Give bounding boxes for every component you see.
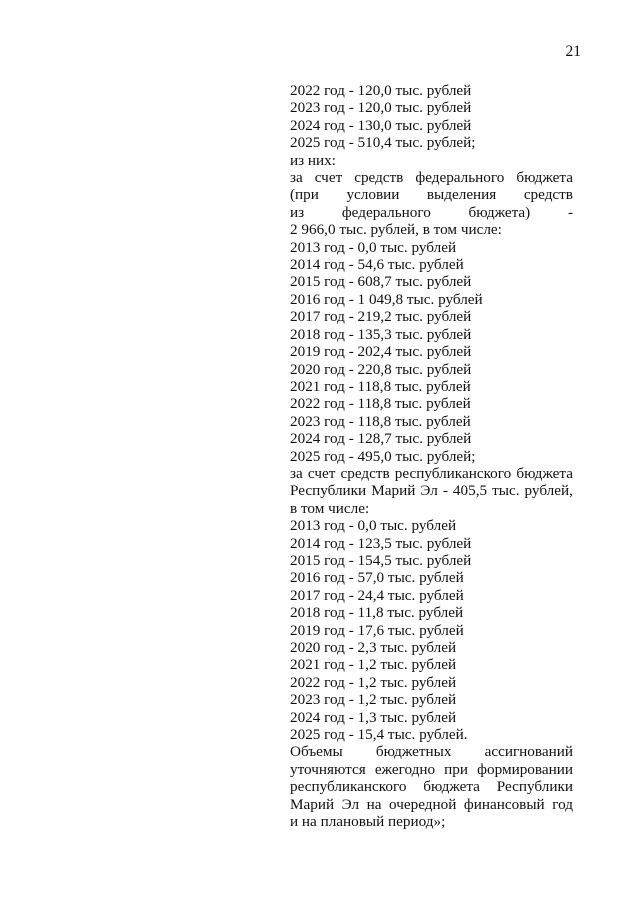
word: республиканского bbox=[290, 778, 407, 796]
word: тыс. bbox=[492, 482, 520, 500]
list-item: из них: bbox=[290, 151, 336, 169]
word: выделения bbox=[426, 186, 497, 204]
word: условии bbox=[346, 186, 400, 204]
list-item: 2019 год - 202,4 тыс. рублей bbox=[290, 343, 472, 361]
closing-line-2 bbox=[290, 761, 573, 778]
republic-year-list bbox=[290, 517, 573, 743]
closing-line-1 bbox=[290, 743, 573, 760]
closing-line-5: и на плановый период»; bbox=[290, 813, 446, 831]
list-item: 2018 год - 135,3 тыс. рублей bbox=[290, 325, 472, 343]
word: средств bbox=[523, 186, 573, 204]
word: Эл bbox=[420, 482, 438, 500]
list-item: 2020 год - 220,8 тыс. рублей bbox=[290, 360, 472, 378]
word: 405,5 bbox=[452, 482, 488, 500]
year-list-continued bbox=[290, 82, 573, 169]
list-item: 2015 год - 608,7 тыс. рублей bbox=[290, 273, 472, 291]
federal-heading-line-2 bbox=[290, 186, 573, 203]
federal-year-list bbox=[290, 239, 573, 465]
list-item: 2025 год - 15,4 тыс. рублей. bbox=[290, 726, 468, 744]
list-item: 2024 год - 130,0 тыс. рублей bbox=[290, 116, 472, 134]
word: Республики bbox=[496, 778, 573, 796]
word: Эл bbox=[341, 795, 360, 813]
word: бюджетных bbox=[375, 743, 452, 761]
word: бюджета) bbox=[468, 203, 531, 221]
list-item: 2022 год - 120,0 тыс. рублей bbox=[290, 82, 472, 99]
federal-budget-section bbox=[290, 169, 573, 465]
list-item: 2016 год - 57,0 тыс. рублей bbox=[290, 569, 464, 587]
word: очередной bbox=[389, 795, 457, 813]
word: республиканского bbox=[394, 464, 512, 482]
list-item: 2017 год - 219,2 тыс. рублей bbox=[290, 308, 472, 326]
word: формировании bbox=[477, 760, 573, 778]
word: средств bbox=[340, 464, 390, 482]
federal-total: 2 966,0 тыс. рублей, в том числе: bbox=[290, 221, 502, 239]
word: Объемы bbox=[290, 743, 343, 761]
word: федерального bbox=[341, 203, 431, 221]
word: бюджета bbox=[423, 778, 480, 796]
word: за bbox=[290, 169, 303, 187]
word: бюджета bbox=[516, 169, 573, 187]
word: - bbox=[567, 203, 573, 221]
list-item: 2018 год - 11,8 тыс. рублей bbox=[290, 604, 464, 622]
word: средств bbox=[354, 169, 404, 187]
list-item: 2013 год - 0,0 тыс. рублей bbox=[290, 517, 457, 535]
word: рублей, bbox=[524, 482, 573, 500]
list-item: 2023 год - 118,8 тыс. рублей bbox=[290, 412, 471, 430]
list-item: 2014 год - 123,5 тыс. рублей bbox=[290, 534, 472, 552]
list-item: 2017 год - 24,4 тыс. рублей bbox=[290, 586, 464, 604]
word: (при bbox=[290, 186, 319, 204]
list-item: 2021 год - 1,2 тыс. рублей bbox=[290, 656, 457, 674]
federal-heading-line-3 bbox=[290, 204, 573, 221]
word: уточняются bbox=[290, 760, 366, 778]
list-item: 2016 год - 1 049,8 тыс. рублей bbox=[290, 290, 483, 308]
republic-heading-line-2 bbox=[290, 482, 573, 499]
word: ежегодно bbox=[374, 760, 436, 778]
word: Марий bbox=[290, 795, 335, 813]
federal-heading-line-1 bbox=[290, 169, 573, 186]
list-item: 2022 год - 118,8 тыс. рублей bbox=[290, 395, 471, 413]
list-item: 2023 год - 1,2 тыс. рублей bbox=[290, 691, 457, 709]
closing-line-3 bbox=[290, 778, 573, 795]
republic-including: в том числе: bbox=[290, 499, 370, 517]
closing-line-4 bbox=[290, 796, 573, 813]
word: федерального bbox=[415, 169, 505, 187]
word: финансовый bbox=[463, 795, 545, 813]
page-number: 21 bbox=[565, 43, 581, 60]
list-item: 2024 год - 128,7 тыс. рублей bbox=[290, 430, 472, 448]
word: - bbox=[442, 482, 448, 500]
word: ассигнований bbox=[484, 743, 573, 761]
list-item: 2022 год - 1,2 тыс. рублей bbox=[290, 673, 457, 691]
republic-heading-line-1 bbox=[290, 465, 573, 482]
word: Республики bbox=[290, 482, 367, 500]
word: счет bbox=[307, 464, 336, 482]
word: при bbox=[444, 760, 469, 778]
word: счет bbox=[314, 169, 343, 187]
list-item: 2020 год - 2,3 тыс. рублей bbox=[290, 639, 457, 656]
word: на bbox=[366, 795, 382, 813]
word: из bbox=[290, 203, 305, 221]
list-item: 2019 год - 17,6 тыс. рублей bbox=[290, 621, 464, 639]
word: год bbox=[552, 795, 573, 813]
word: бюджета bbox=[516, 464, 573, 482]
list-item: 2014 год - 54,6 тыс. рублей bbox=[290, 256, 464, 274]
list-item: 2025 год - 510,4 тыс. рублей; bbox=[290, 134, 476, 152]
word: Марий bbox=[371, 482, 416, 500]
list-item: 2024 год - 1,3 тыс. рублей bbox=[290, 708, 457, 726]
republic-budget-section bbox=[290, 465, 573, 744]
list-item: 2025 год - 495,0 тыс. рублей; bbox=[290, 447, 476, 465]
list-item: 2023 год - 120,0 тыс. рублей bbox=[290, 99, 472, 117]
list-item: 2015 год - 154,5 тыс. рублей bbox=[290, 551, 472, 569]
closing-paragraph bbox=[290, 743, 573, 830]
document-body bbox=[290, 82, 573, 830]
list-item: 2021 год - 118,8 тыс. рублей bbox=[290, 377, 471, 395]
list-item: 2013 год - 0,0 тыс. рублей bbox=[290, 238, 457, 256]
word: за bbox=[290, 464, 303, 482]
